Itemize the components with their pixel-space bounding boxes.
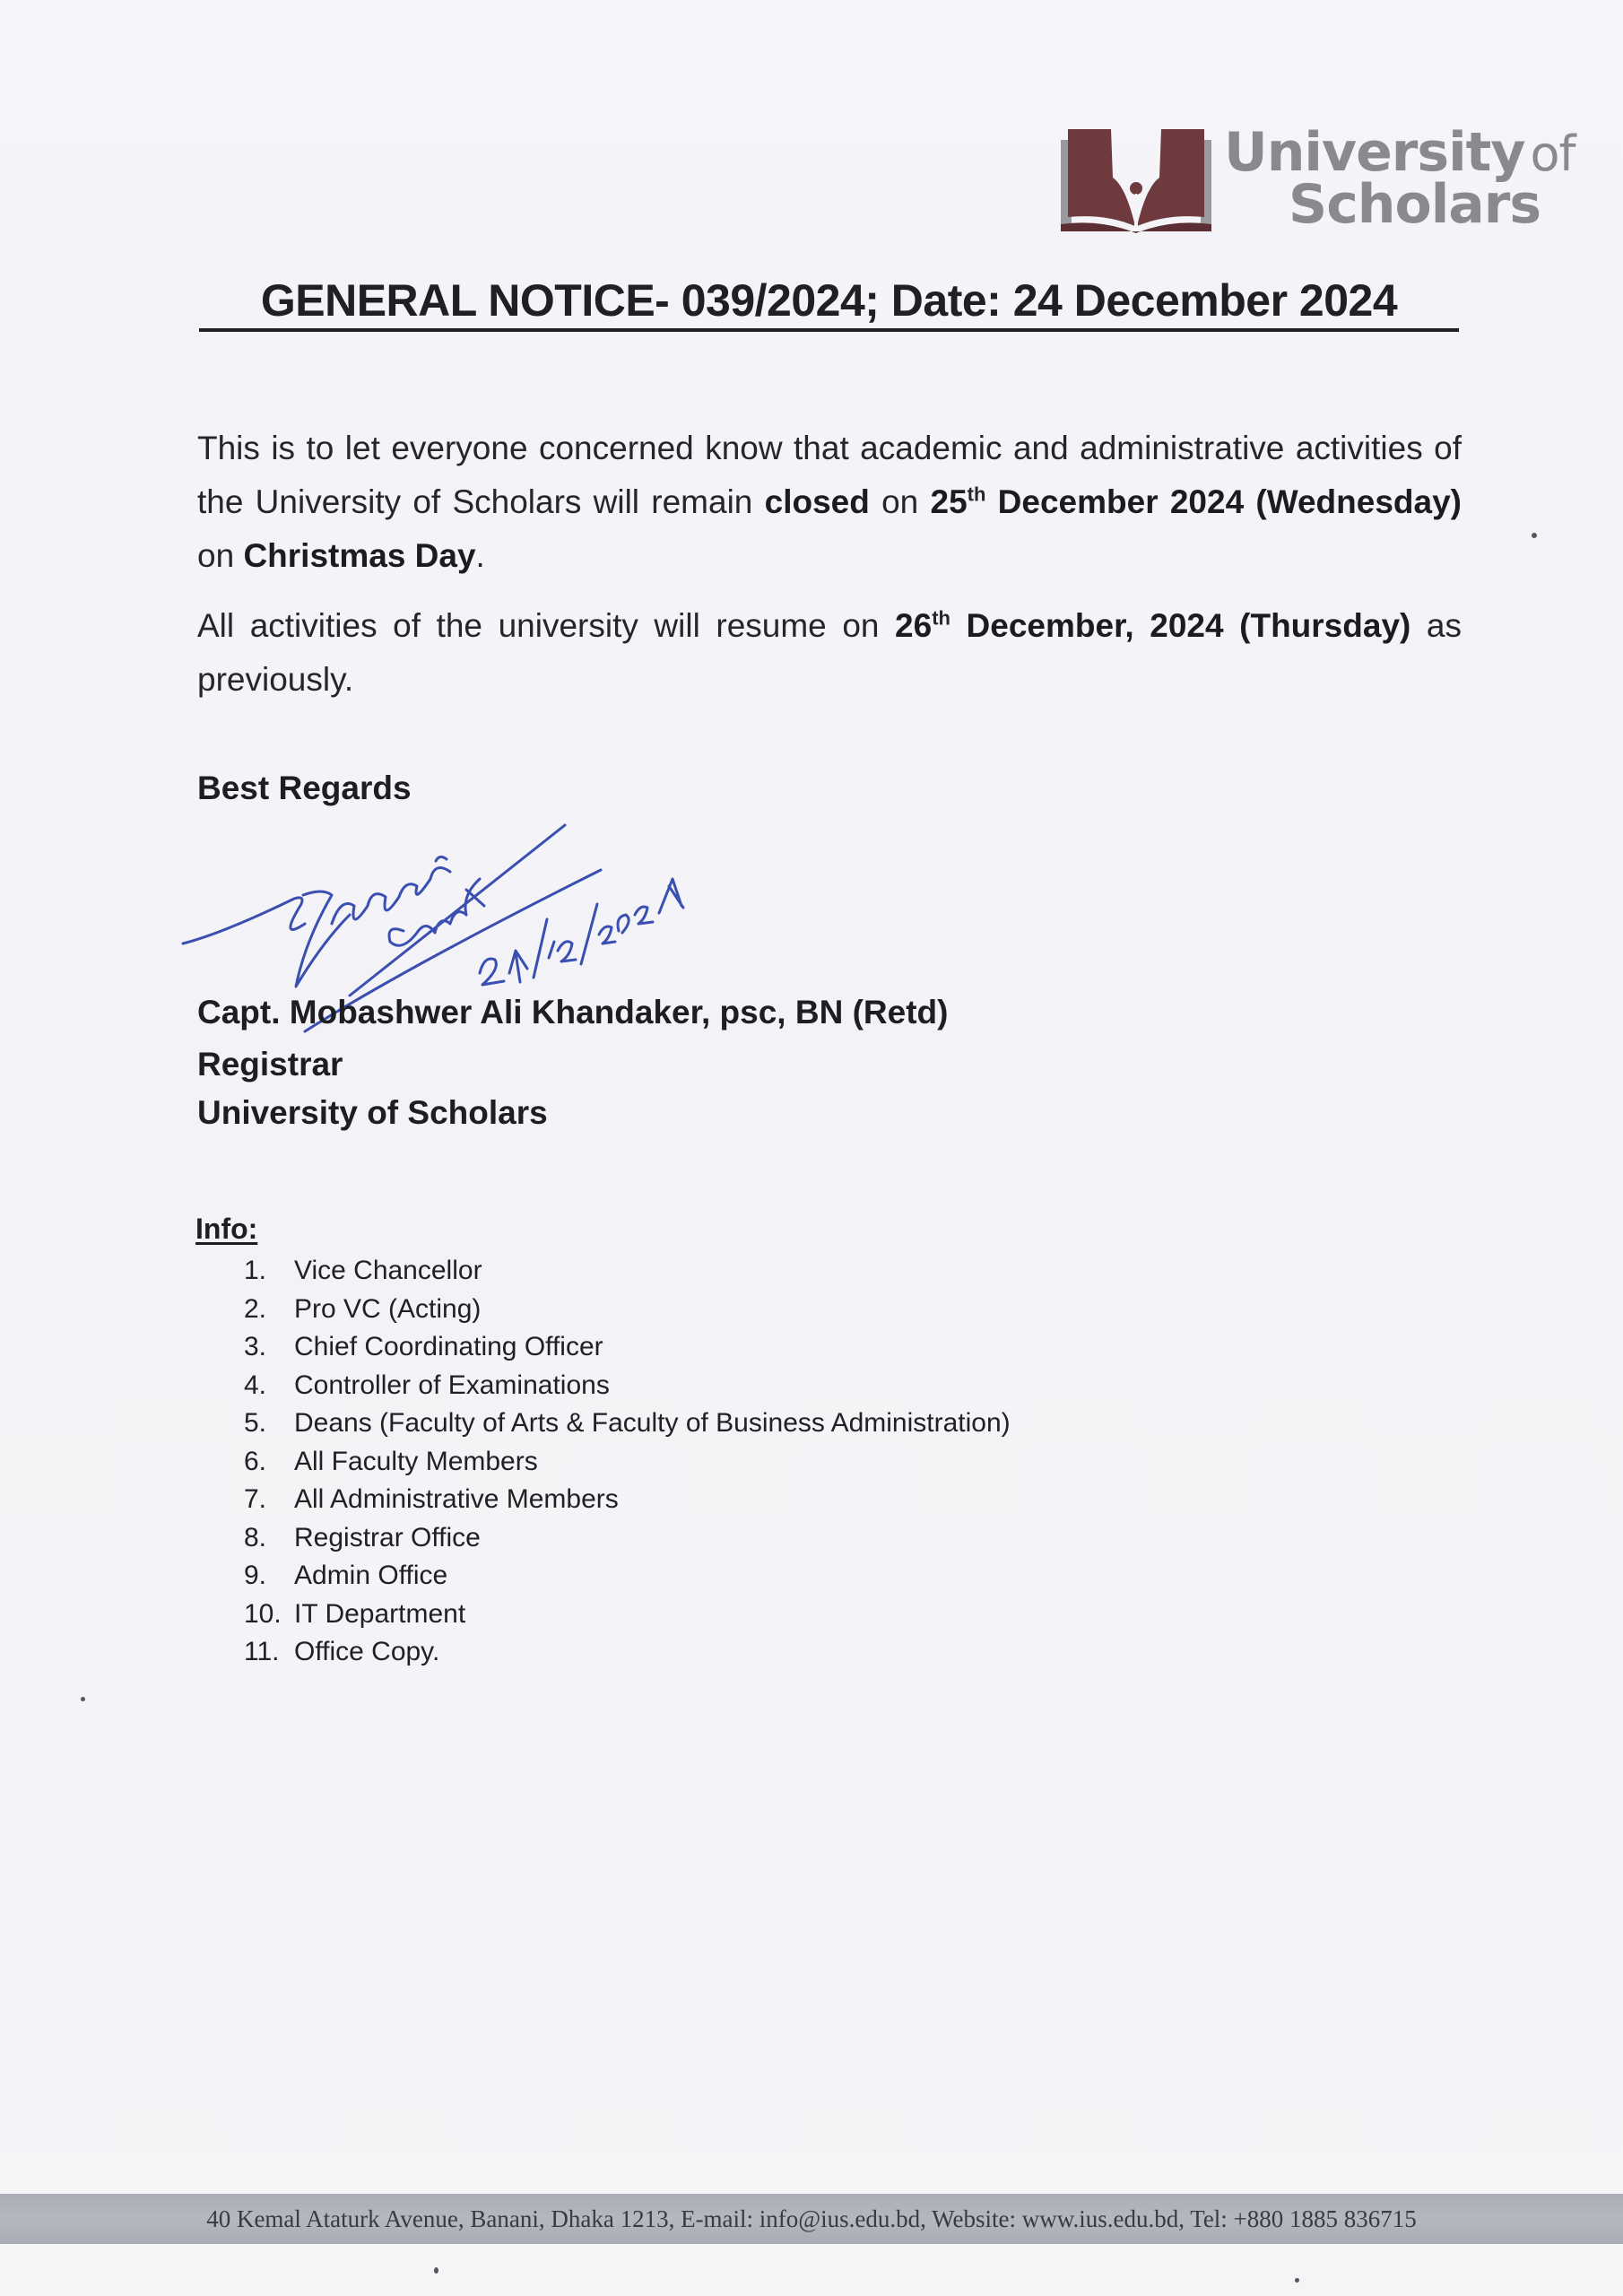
notice-paragraph-closure — [197, 422, 1462, 583]
scan-speck — [1295, 2278, 1299, 2283]
list-item-number: 2. — [244, 1293, 267, 1324]
university-wordmark — [1224, 121, 1575, 236]
list-item — [244, 1367, 1011, 1405]
list-item-number: 1. — [244, 1256, 267, 1285]
list-item — [244, 1291, 1011, 1329]
list-item — [244, 1252, 1011, 1291]
signatory-organization: University of Scholars — [197, 1094, 548, 1131]
list-item-number: 7. — [244, 1484, 267, 1514]
resume-text-segment: th — [932, 606, 950, 630]
closure-text-segment: on — [869, 483, 931, 520]
list-item-number: 10. — [244, 1598, 282, 1629]
list-item — [244, 1481, 1011, 1519]
resume-text-segment: All activities of the university will resume on — [197, 607, 896, 644]
scan-speck — [1532, 533, 1537, 538]
university-logo — [1061, 121, 1575, 236]
closure-text-segment: 25 — [930, 483, 968, 520]
list-item — [244, 1557, 1011, 1596]
list-item-number: 9. — [244, 1561, 267, 1590]
list-item — [244, 1405, 1011, 1443]
list-item-label: Deans (Faculty of Arts & Faculty of Business Administration) — [294, 1408, 1011, 1438]
wordmark-scholars: Scholars — [1289, 173, 1541, 236]
closure-text-segment: th — [967, 483, 986, 506]
letterhead-footer — [0, 2194, 1623, 2244]
notice-paragraph-resume — [197, 599, 1462, 707]
list-item-label: Registrar Office — [294, 1522, 481, 1552]
signatory-name: Capt. Mobashwer Ali Khandaker, psc, BN (Retd) — [197, 994, 949, 1031]
list-item — [244, 1443, 1011, 1482]
open-book-pen-nib-icon — [1061, 124, 1211, 233]
list-item-label: IT Department — [294, 1598, 466, 1629]
list-item — [244, 1519, 1011, 1558]
list-item-number: 5. — [244, 1408, 267, 1438]
best-regards: Best Regards — [197, 770, 412, 806]
wordmark-of: of — [1530, 126, 1575, 182]
list-item-label: Office Copy. — [294, 1637, 440, 1666]
scan-speck — [81, 1697, 85, 1701]
closure-text-segment: . — [475, 537, 485, 574]
list-item — [244, 1328, 1011, 1367]
wordmark-line-1 — [1224, 121, 1575, 184]
footer-contact-info: 40 Kemal Ataturk Avenue, Banani, Dhaka 1213, E-mail: info@ius.edu.bd, Website: www.ius.edu.bd, Tel: +880 1885 836715 — [206, 2205, 1417, 2232]
list-item-label: Controller of Examinations — [294, 1370, 610, 1400]
closure-text-segment: December 2024 (Wednesday) — [985, 483, 1462, 520]
list-item-number: 3. — [244, 1332, 267, 1361]
list-item-label: Pro VC (Acting) — [294, 1293, 482, 1324]
list-item — [244, 1633, 1011, 1672]
list-item-number: 11. — [244, 1637, 280, 1666]
resume-text-segment: 26 — [895, 607, 933, 644]
list-item-number: 6. — [244, 1446, 267, 1476]
closure-text-segment: on — [197, 537, 244, 574]
list-item-label: All Administrative Members — [294, 1484, 619, 1514]
info-heading: Info: — [195, 1213, 258, 1245]
resume-text-segment: as previously. — [197, 607, 1462, 698]
closure-text-segment: Christmas Day — [243, 537, 476, 574]
list-item-number: 8. — [244, 1522, 267, 1552]
signatory-title: Registrar — [197, 1046, 343, 1083]
info-distribution-list — [244, 1252, 1011, 1672]
list-item — [244, 1596, 1011, 1634]
list-item-number: 4. — [244, 1370, 267, 1400]
list-item-label: Vice Chancellor — [294, 1256, 482, 1285]
closure-text-segment: This is to let everyone concerned know that academic and administrative activities of the University of Scholars will remain — [197, 430, 1462, 520]
list-item-label: Admin Office — [294, 1561, 448, 1590]
wordmark-university: University — [1224, 121, 1525, 184]
resume-text-segment: December, 2024 (Thursday) — [950, 607, 1411, 644]
list-item-label: Chief Coordinating Officer — [294, 1332, 603, 1361]
list-item-label: All Faculty Members — [294, 1446, 538, 1476]
scan-speck — [434, 2267, 438, 2274]
closure-text-segment: closed — [764, 483, 870, 520]
notice-title: GENERAL NOTICE- 039/2024; Date: 24 December 2024 — [199, 274, 1459, 332]
